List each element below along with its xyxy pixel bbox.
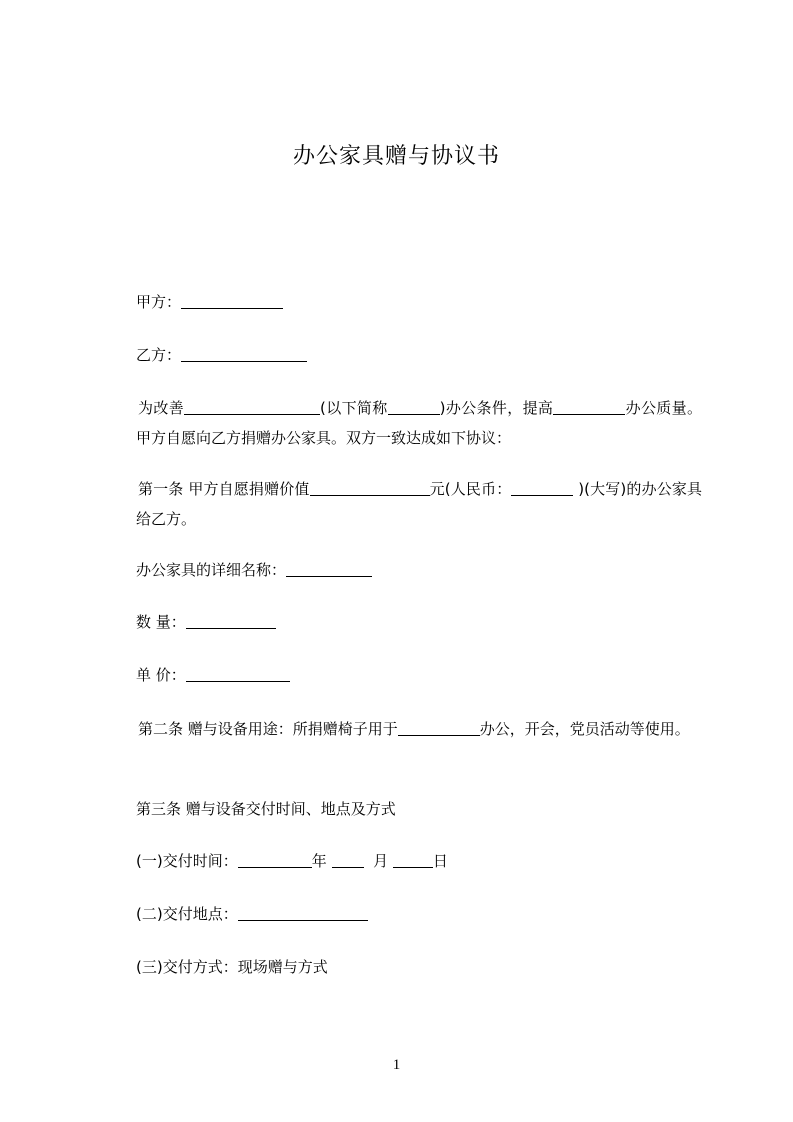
delivery-place-label: (二)交付地点： bbox=[136, 905, 238, 923]
article-2-text-2: 办公，开会，党员活动等使用。 bbox=[479, 720, 690, 738]
article-1-text-3: )(大写)的办公家具给乙方。 bbox=[136, 480, 702, 528]
article-1-rmb-blank bbox=[511, 479, 573, 496]
year-label: 年 bbox=[311, 852, 327, 870]
article-1-text-2: 元(人民币： bbox=[429, 480, 512, 498]
delivery-place-line bbox=[136, 899, 702, 929]
quantity-label: 数 量： bbox=[136, 613, 186, 631]
intro-text-1: 为改善 bbox=[138, 399, 185, 417]
party-a-label: 甲方： bbox=[136, 293, 182, 311]
party-b-line bbox=[136, 340, 702, 370]
article-1-text-1: 第一条 甲方自愿捐赠价值 bbox=[138, 480, 310, 498]
party-b-blank bbox=[181, 345, 307, 362]
intro-paragraph bbox=[136, 393, 702, 453]
quantity-blank bbox=[186, 612, 276, 629]
quantity-line bbox=[136, 607, 702, 637]
intro-blank-1 bbox=[184, 398, 320, 415]
furniture-name-line bbox=[136, 555, 702, 585]
delivery-time-label: (一)交付时间： bbox=[136, 852, 238, 870]
delivery-day-blank bbox=[393, 851, 433, 868]
page-number: 1 bbox=[392, 1057, 401, 1073]
party-b-label: 乙方： bbox=[136, 346, 182, 364]
delivery-year-blank bbox=[238, 851, 312, 868]
party-a-blank bbox=[181, 292, 283, 309]
article-3-heading: 第三条 赠与设备交付时间、地点及方式 bbox=[136, 800, 396, 818]
delivery-time-line bbox=[136, 846, 702, 876]
unit-price-line bbox=[136, 660, 702, 690]
intro-blank-3 bbox=[553, 398, 625, 415]
party-a-line bbox=[136, 287, 702, 317]
furniture-name-label: 办公家具的详细名称： bbox=[136, 561, 287, 579]
article-2-paragraph bbox=[136, 714, 702, 744]
article-1-paragraph bbox=[136, 474, 702, 534]
intro-blank-2 bbox=[388, 398, 440, 415]
delivery-place-blank bbox=[238, 904, 368, 921]
article-2-text-1: 第二条 赠与设备用途：所捐赠椅子用于 bbox=[138, 720, 398, 738]
delivery-month-blank bbox=[332, 851, 364, 868]
intro-text-4: 办公质量。甲方自愿向乙方捐赠办公家具。双方一致达成如下协议： bbox=[136, 399, 702, 447]
unit-price-label: 单 价： bbox=[136, 666, 186, 684]
delivery-method-line: (三)交付方式：现场赠与方式 bbox=[136, 958, 328, 976]
month-label: 月 bbox=[373, 852, 389, 870]
article-2-blank bbox=[398, 719, 480, 736]
document-title: 办公家具赠与协议书 bbox=[292, 144, 500, 169]
unit-price-blank bbox=[186, 665, 290, 682]
intro-text-2: (以下简称 bbox=[320, 399, 388, 417]
intro-text-3: )办公条件，提高 bbox=[439, 399, 554, 417]
article-1-value-blank bbox=[310, 479, 430, 496]
day-label: 日 bbox=[432, 852, 448, 870]
furniture-name-blank bbox=[286, 560, 372, 577]
